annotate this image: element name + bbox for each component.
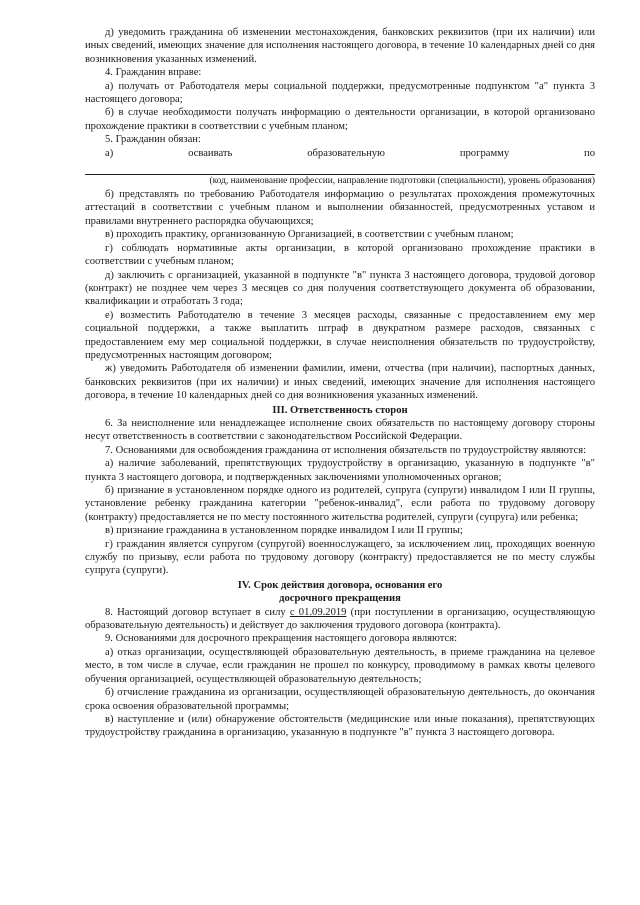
item-8-text-end: (при поступлении в организацию, осуществляющую образовательную деятельность) и действует до заключения трудового договора (контракта). <box>85 606 595 632</box>
paragraph-obligation-d: д) заключить с организацией, указанной в подпункте "в" пункта 3 настоящего договора, трудовой договор (контракт) не позднее чем через 3 месяцев со дня получения соответствующего документа об образовании, квалификации и отработать 3 года; <box>85 269 595 308</box>
section-heading-term-line-1: IV. Срок действия договора, основания его <box>237 579 443 591</box>
paragraph-item-7-a: а) наличие заболеваний, препятствующих трудоустройству в организацию, указанную в подпункте "в" пункта 3 настоящего договора, и подтвержденных заключениями уполномоченных органов; <box>85 458 595 483</box>
paragraph-item-7-g: г) гражданин является супругом (супругой) военнослужащего, за исключением лиц, проходящих военную службу по призыву, если работа по трудовому договору (контракту) предоставляется не по месту службы супруга (супруги). <box>85 538 595 577</box>
paragraph-item-9-title: 9. Основаниями для досрочного прекращения настоящего договора являются: <box>105 633 458 645</box>
section-heading-responsibility: III. Ответственность сторон <box>272 404 408 416</box>
obligation-a-line <box>85 147 595 160</box>
paragraph-item-9-b: б) отчисление гражданина из организации, осуществляющей образовательную деятельность, до окончания срока освоения образовательной программы; <box>85 687 595 712</box>
document-page <box>85 26 595 740</box>
paragraph-item-8 <box>85 606 595 633</box>
paragraph-citizen-right-a: а) получать от Работодателя меры социальной поддержки, предусмотренные подпунктом "а" пункта 3 настоящего договора; <box>85 80 595 106</box>
blank-fill-line <box>85 160 595 175</box>
paragraph-obligation-zh: ж) уведомить Работодателя об изменении фамилии, имени, отчества (при наличии), паспортных данных, банковских реквизитов (при их наличии) и иных сведений, имеющих значение для исполнения настоящего договора, в течение 10 календарных дней со дня возникновения указанных изменений. <box>85 363 595 402</box>
paragraph-obligation-v: в) проходить практику, организованную Организацией, в соответствии с учебным планом; <box>105 229 514 241</box>
paragraph-item-7-b: б) признание в установленном порядке одного из родителей, супруга (супруги) инвалидом I или II группы, установление ребенку гражданина категории "ребенок-инвалид", если работа по трудовому договору (контракту) предоставляется не по месту постоянного жительства родителей, супруги (супруга) или ребенка; <box>85 485 595 523</box>
paragraph-obligation-b: б) представлять по требованию Работодателя информацию о результатах прохождения промежуточных аттестаций в соответствии с учебным планом и выполнении обязанностей, предусмотренных уставом и правилами внутреннего распорядка обучающихся; <box>85 189 595 227</box>
paragraph-item-7-v: в) признание гражданина в установленном порядке инвалидом I или II группы; <box>105 525 463 537</box>
obligation-a-word-3: образовательную <box>307 147 385 159</box>
paragraph-item-9-v: в) наступление и (или) обнаружение обстоятельств (медицинские или иные показания), препятствующих трудоустройству гражданина в организацию, указанную в подпункте "в" пункта 3 настоящего договора. <box>85 713 595 739</box>
blank-line-caption: (код, наименование профессии, направление подготовки (специальности), уровень образования) <box>209 176 595 187</box>
paragraph-item-9-a: а) отказ организации, осуществляющей образовательную деятельность, в приеме гражданина на целевое место, в том числе в случае, если гражданин не прошел по конкурсу, проводимому в рамках квоты целевого обучения организацией, осуществляющей образовательную деятельность; <box>85 646 595 685</box>
paragraph-item-6: 6. За неисполнение или ненадлежащее исполнение своих обязательств по настоящему договору стороны несут ответственность в соответствии с законодательством Российской Федерации. <box>85 417 595 443</box>
section-heading-term-line-2: досрочного прекращения <box>279 593 401 605</box>
obligation-a-word-5: по <box>584 147 595 159</box>
obligation-a-word-4: программу <box>459 147 510 159</box>
obligation-a-word-2: осваивать <box>188 147 233 159</box>
paragraph-citizen-right-b: б) в случае необходимости получать информацию о деятельности организации, в которой организовано прохождение практики в соответствии с учебным планом; <box>85 107 595 132</box>
obligation-a-word-1: а) <box>105 147 114 159</box>
item-8-text-start: 8. Настоящий договор вступает в силу <box>105 606 290 618</box>
paragraph-citizen-obligations-title: 5. Гражданин обязан: <box>105 134 201 146</box>
paragraph-citizen-notify: д) уведомить гражданина об изменении местонахождения, банковских реквизитов (при их наличии) или иных сведений, имеющих значение для исполнения настоящего договора, в течение 10 календарных дней со дня возникновения указанных изменений. <box>85 27 595 65</box>
paragraph-item-7-title: 7. Основаниями для освобождения гражданина от исполнения обязательств по трудоустройству являются: <box>105 444 587 456</box>
paragraph-obligation-e: е) возместить Работодателю в течение 3 месяцев расходы, связанные с предоставлением ему мер социальной поддержки, а также выплатить штраф в двукратном размере расходов, связанных с предоставлением ему мер социальной поддержки, в случае неисполнения обязательств по трудоустройству, предусмотренных настоящим договором; <box>85 309 595 361</box>
paragraph-obligation-g: г) соблюдать нормативные акты организации, в которой организовано прохождение практики в соответствии с учебным планом; <box>85 242 595 268</box>
effective-date: с 01.09.2019 <box>289 606 347 618</box>
paragraph-citizen-rights-title: 4. Гражданин вправе: <box>105 67 202 79</box>
